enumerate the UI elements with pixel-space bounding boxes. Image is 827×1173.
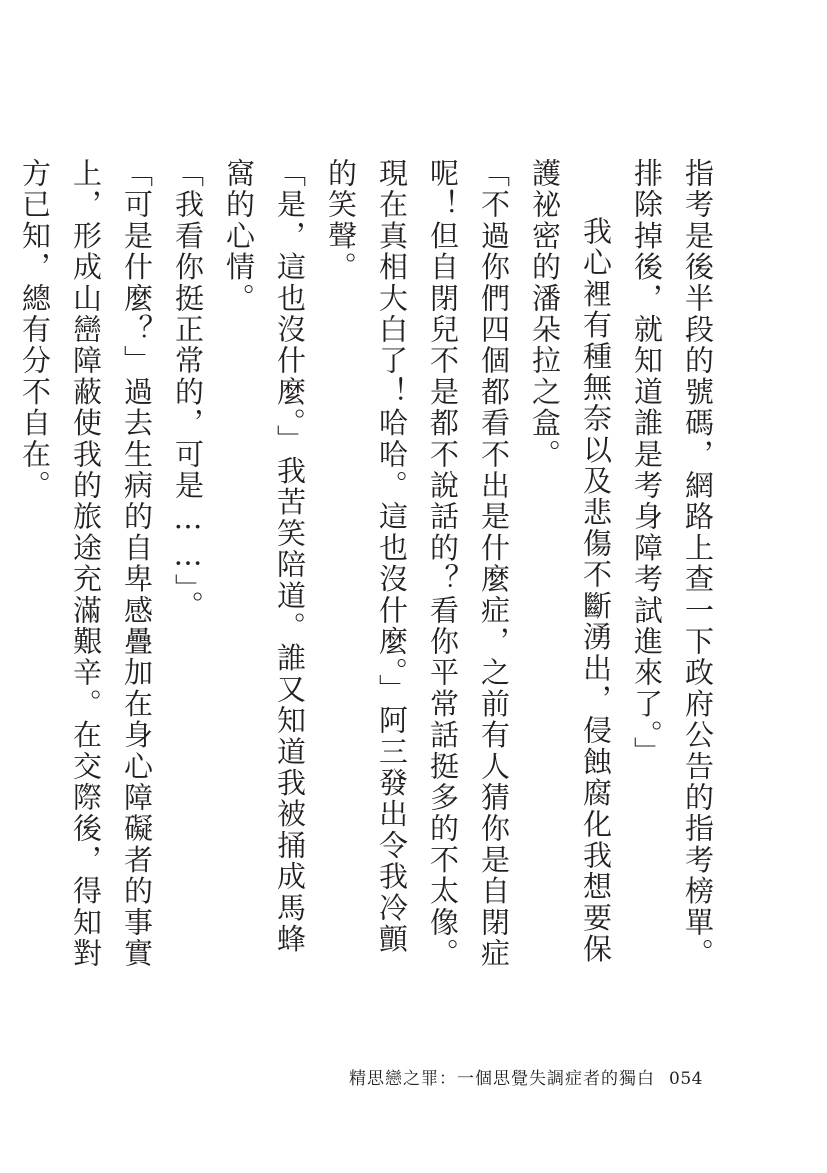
book-title: 精思戀之罪：一個思覺失調症者的獨白 [349, 1069, 656, 1089]
paragraph-7 [0, 158, 9, 978]
vertical-text-body [18, 158, 723, 978]
paragraph-4: 「是，這也沒什麼。」我苦笑陪道。誰又知道我被捅成馬蜂窩的心情。 [222, 158, 307, 955]
paragraph-1: 指考是後半段的號碼，網路上查一下政府公告的指考榜單。排除掉後，就知道誰是考身障考試進來了。」 [630, 158, 715, 970]
paragraph-2: 我心裡有種無奈以及悲傷不斷湧出，侵蝕腐化我想要保護祕密的潘朵拉之盒。 [528, 158, 613, 965]
paragraph-3: 「不過你們四個都看不出是什麼症，之前有人猜你是自閉症呢！但自閉兒不是都不說話的？看你平常話挺多的不太像。現在真相大白了！哈哈。這也沒什麼。」阿三發出令我冷顫的笑聲。 [324, 158, 511, 970]
paragraph-5: 「我看你挺正常的，可是……」。 [171, 158, 205, 622]
paragraph-6: 「可是什麼？」過去生病的自卑感疊加在身心障礙者的事實上，形成山巒障蔽使我的旅途充滿艱辛。在交際後，得知對方已知，總有分不自在。 [18, 158, 154, 970]
page-number: 054 [669, 1069, 703, 1089]
page-footer [349, 1064, 703, 1089]
